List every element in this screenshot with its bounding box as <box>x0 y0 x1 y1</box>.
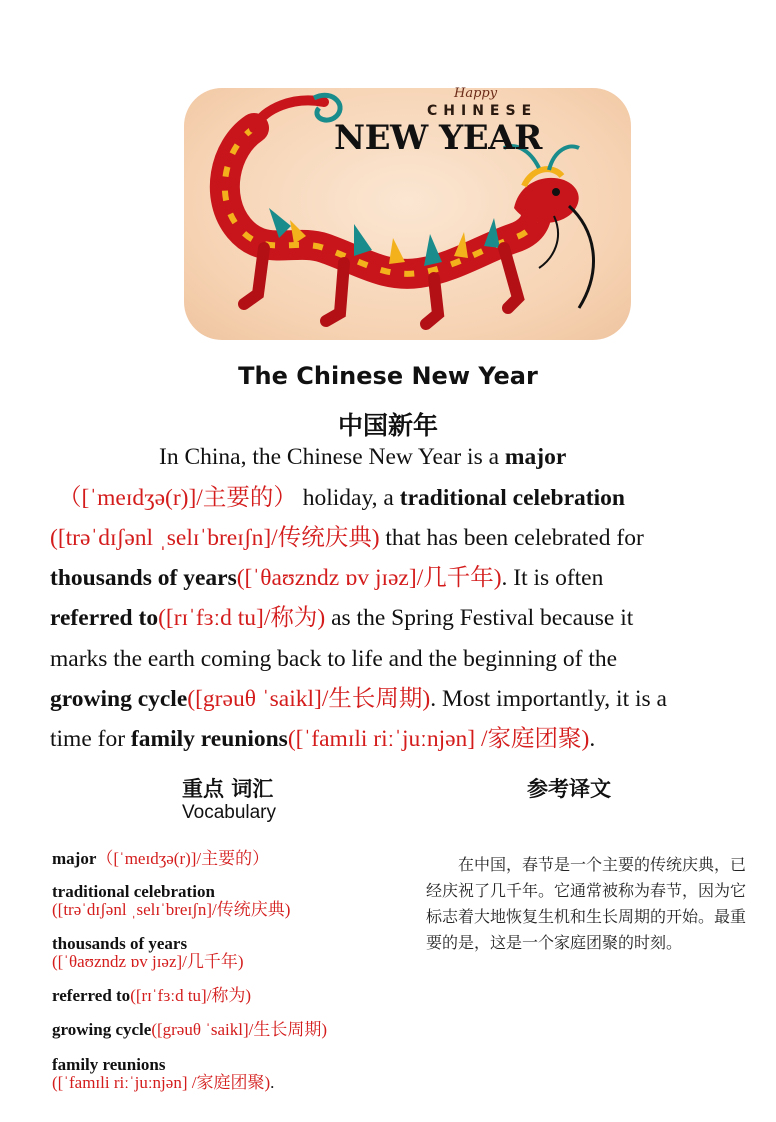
passage-line-7: growing cycle([grəuθ ˈsaikl]/生长周期). Most importantly, it is a <box>50 686 667 712</box>
passage-line-2: （[ˈmeɪdʒə(r)]/主要的） holiday, a traditional celebration <box>58 485 625 511</box>
banner-chinese: CHINESE <box>427 103 538 119</box>
phonetic-traditional-celebration: ([trəˈdɪʃənl ˌselɪˈbreɪʃn]/传统庆典) <box>50 525 380 551</box>
passage-line-3: ([trəˈdɪʃənl ˌselɪˈbreɪʃn]/传统庆典) that has been celebrated for <box>50 525 644 551</box>
vocab-item-growing-cycle: growing cycle([grəuθ ˈsaikl]/生长周期) <box>52 1020 328 1039</box>
translation-paragraph: 在中国，春节是一个主要的传统庆典，已经庆祝了几千年。它通常被称为春节，因为它标志着大地恢复生机和生长周期的开始。最重要的是，这是一个家庭团聚的时刻。 <box>426 855 747 952</box>
term-traditional-celebration: traditional celebration <box>399 485 625 511</box>
passage-line-1: In China, the Chinese New Year is a major <box>159 444 567 470</box>
page-title: The Chinese New Year <box>238 362 538 390</box>
banner-happy: Happy <box>454 86 498 101</box>
phonetic-family-reunions: ([ˈfamɪli riːˈjuːnjən] /家庭团聚) <box>287 726 590 752</box>
vocab-item-referred-to: referred to([rɪˈfɜːd tu]/称为) <box>52 986 252 1005</box>
phonetic-thousands-of-years: ([ˈθaʊzndz ɒv jɪəz]/几千年) <box>236 565 502 591</box>
passage-line-6: marks the earth coming back to life and the beginning of the <box>50 646 618 672</box>
term-referred-to: referred to <box>50 605 159 631</box>
translation-title: 参考译文 <box>527 777 611 801</box>
term-major: major <box>504 444 567 470</box>
term-thousands-of-years: thousands of years <box>50 565 237 591</box>
vocab-item-traditional-celebration: traditional celebration ([trəˈdɪʃənl ˌselɪˈbreɪʃn]/传统庆典) <box>52 882 291 919</box>
phonetic-major: （[ˈmeɪdʒə(r)]/主要的） <box>58 485 297 511</box>
vocab-item-major: major（[ˈmeɪdʒə(r)]/主要的） <box>52 849 270 868</box>
vocabulary-title: Vocabulary <box>182 802 277 823</box>
page-title-chinese: 中国新年 <box>337 411 438 440</box>
passage-line-8: time for family reunions([ˈfamɪli riːˈjuːnjən] /家庭团聚). <box>50 726 596 752</box>
banner-new-year: NEW YEAR <box>334 118 542 158</box>
vocab-item-family-reunions: family reunions ([ˈfamɪli riːˈjuːnjən] /家庭团聚). <box>52 1055 275 1092</box>
passage-line-4: thousands of years([ˈθaʊzndz ɒv jɪəz]/几千年). It is often <box>50 565 604 591</box>
term-growing-cycle: growing cycle <box>50 686 188 712</box>
dragon-whisker <box>569 206 593 308</box>
term-family-reunions: family reunions <box>130 726 288 752</box>
phonetic-growing-cycle: ([grəuθ ˈsaikl]/生长周期) <box>187 686 431 712</box>
vocab-item-thousands-of-years: thousands of years ([ˈθaʊzndz ɒv jɪəz]/几千年) <box>52 934 244 971</box>
phonetic-referred-to: ([rɪˈfɜːd tu]/称为) <box>158 605 326 631</box>
passage-line-5: referred to([rɪˈfɜːd tu]/称为) as the Spring Festival because it <box>50 605 634 631</box>
vocabulary-title-chinese: 重点 词汇 <box>182 777 274 801</box>
